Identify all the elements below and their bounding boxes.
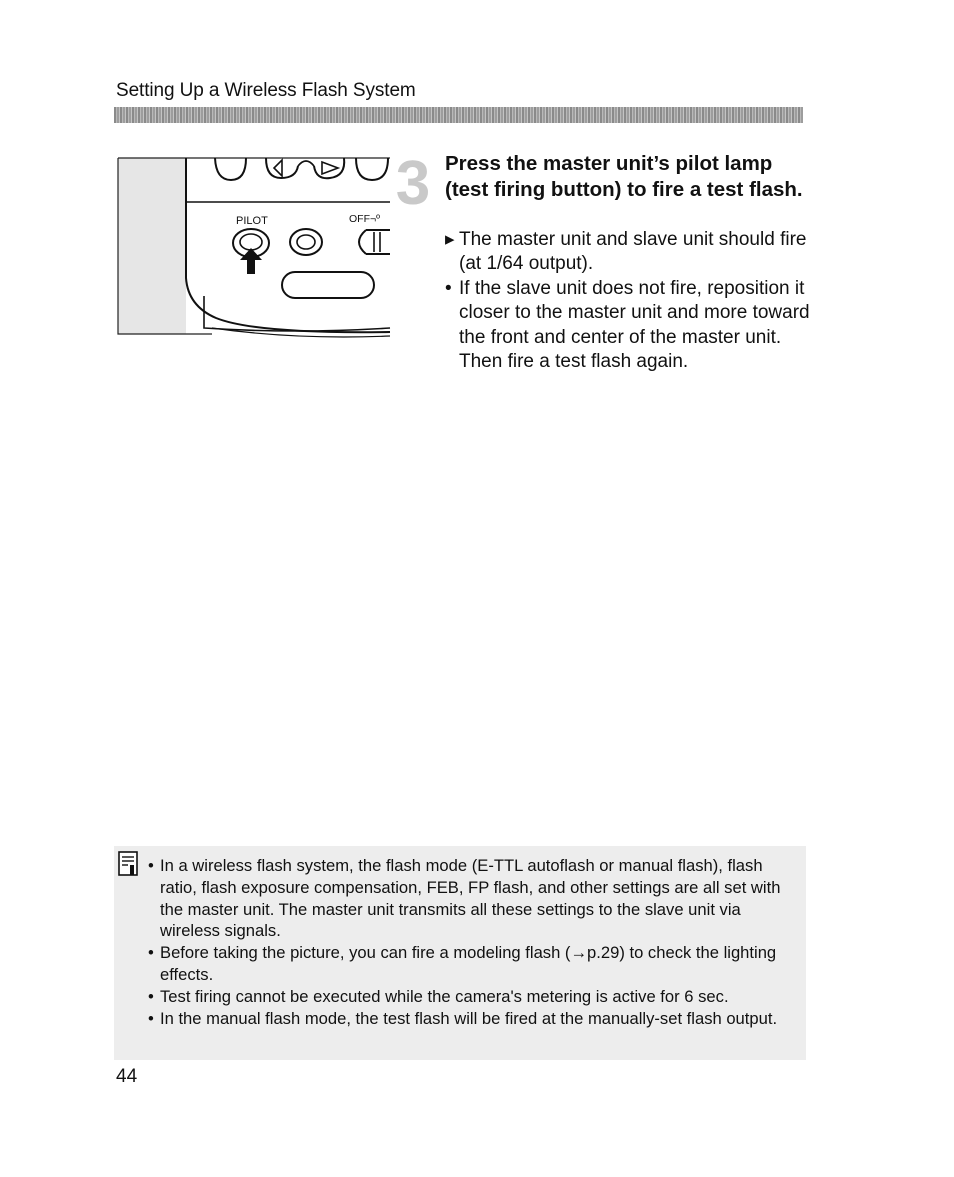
page-number: 44	[116, 1066, 138, 1087]
off-label: OFF¬º	[349, 213, 380, 225]
flash-unit-illustration	[116, 156, 392, 338]
note-text: Test firing cannot be executed while the camera's metering is active for 6 sec.	[160, 986, 729, 1006]
step-item-text: The master unit and slave unit should fire (at 1/64 output).	[459, 229, 807, 275]
note-list	[146, 855, 800, 1029]
list-item	[146, 855, 800, 942]
list-item	[146, 942, 800, 986]
note-text: Before taking the picture, you can fire a modeling flash (→p.29) to check the lighting effects.	[160, 943, 777, 984]
step-item-text: If the slave unit does not fire, reposition it closer to the master unit and more toward the front and center of the master unit. Then fire a test flash again.	[459, 277, 810, 373]
step-number: 3	[395, 149, 431, 218]
section-title: Setting Up a Wireless Flash System	[116, 80, 416, 101]
step-tip-item	[445, 277, 815, 375]
step-result-item	[445, 228, 815, 277]
header-rule	[114, 107, 803, 123]
step-heading: Press the master unit’s pilot lamp (test firing button) to fire a test flash.	[445, 152, 803, 201]
bullet-icon: •	[445, 277, 452, 299]
step-body	[445, 228, 815, 374]
pilot-label: PILOT	[236, 215, 268, 227]
bullet-icon: •	[148, 943, 154, 963]
list-item	[146, 986, 800, 1008]
memo-icon	[118, 851, 140, 877]
bullet-icon: •	[148, 1008, 154, 1028]
list-item	[146, 1008, 800, 1030]
note-text: In a wireless flash system, the flash mode (E-TTL autoflash or manual flash), flash ratio, flash exposure compensation, FEB, FP flash, and other settings are all set with the master unit. The master unit transmits all these settings to the slave unit via wireless signals.	[160, 856, 781, 941]
bullet-icon: •	[148, 986, 154, 1006]
bullet-icon: •	[148, 856, 154, 875]
triangle-bullet-icon: ▸	[445, 229, 455, 250]
note-text: In the manual flash mode, the test flash will be fired at the manually-set flash output.	[160, 1008, 778, 1028]
